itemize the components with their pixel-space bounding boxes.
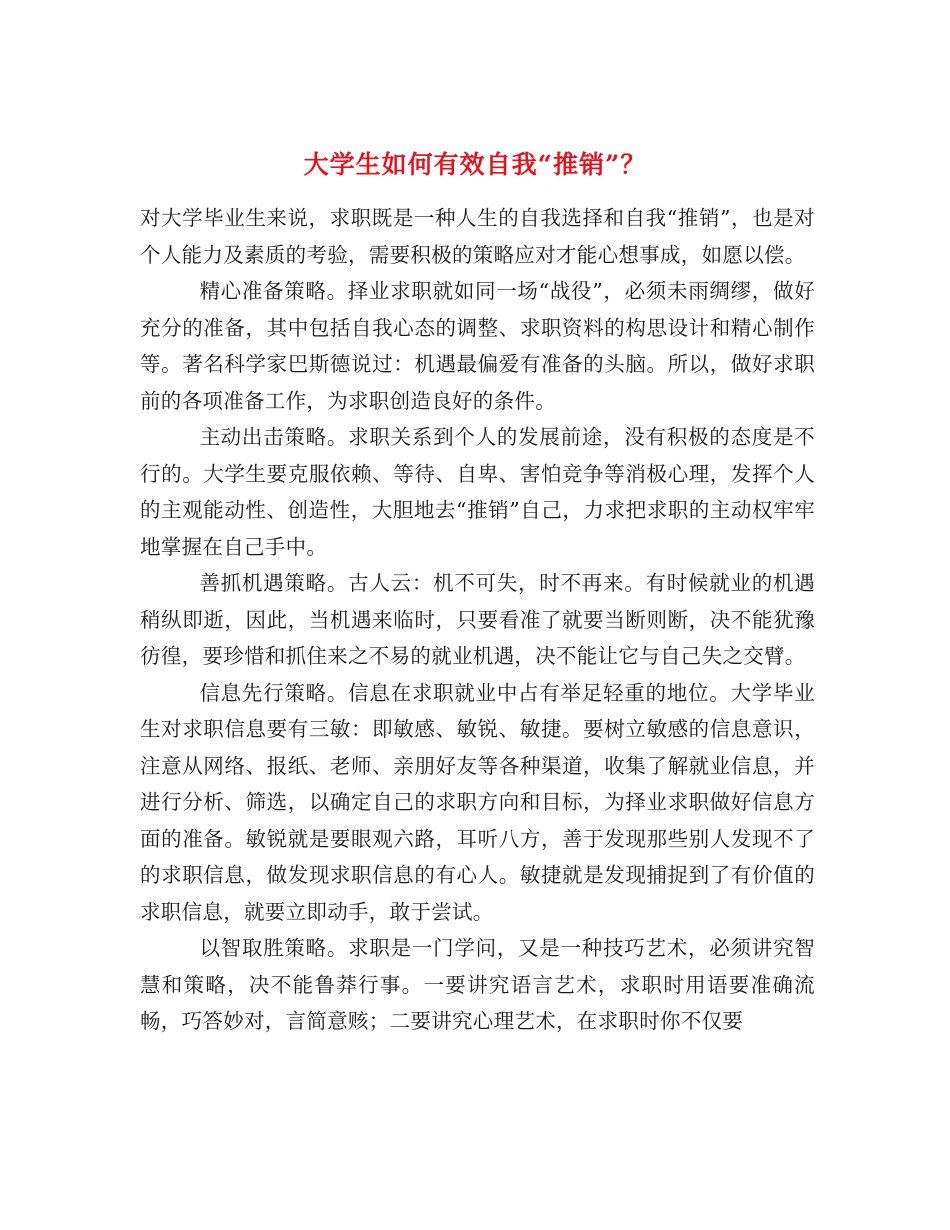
document-body — [140, 200, 815, 1040]
paragraph-preparation: 精心准备策略。择业求职就如同一场“战役”，必须未雨绸缪，做好充分的准备，其中包括自我心态的调整、求职资料的构思设计和精心制作等。著名科学家巴斯德说过：机遇最偏爱有准备的头脑。所以，做好求职前的各项准备工作，为求职创造良好的条件。 — [140, 279, 815, 413]
paragraph-opportunity: 善抓机遇策略。古人云：机不可失，时不再来。有时候就业的机遇稍纵即逝，因此，当机遇来临时，只要看准了就要当断则断，决不能犹豫彷徨，要珍惜和抓住来之不易的就业机遇，决不能让它与自己失之交臂。 — [140, 571, 815, 668]
paragraph-information: 信息先行策略。信息在求职就业中占有举足轻重的地位。大学毕业生对求职信息要有三敏：即敏感、敏锐、敏捷。要树立敏感的信息意识，注意从网络、报纸、老师、亲朋好友等各种渠道，收集了解就业信息，并进行分析、筛选，以确定自己的求职方向和目标，为择业求职做好信息方面的准备。敏锐就是要眼观六路，耳听八方，善于发现那些别人发现不了的求职信息，做发现求职信息的有心人。敏捷就是发现捕捉到了有价值的求职信息，就要立即动手，敢于尝试。 — [140, 680, 815, 924]
document-title: 大学生如何有效自我“推销”？ — [303, 149, 647, 179]
paragraph-initiative: 主动出击策略。求职关系到个人的发展前途，没有积极的态度是不行的。大学生要克服依赖、等待、自卑、害怕竞争等消极心理，发挥个人的主观能动性、创造性，大胆地去“推销”自己，力求把求职的主动权牢牢地掌握在自己手中。 — [140, 425, 815, 559]
paragraph-intro: 对大学毕业生来说，求职既是一种人生的自我选择和自我“推销”，也是对个人能力及素质的考验，需要积极的策略应对才能心想事成，如愿以偿。 — [140, 206, 815, 267]
paragraph-wisdom: 以智取胜策略。求职是一门学问，又是一种技巧艺术，必须讲究智慧和策略，决不能鲁莽行事。一要讲究语言艺术，求职时用语要准确流畅，巧答妙对，言简意赅；二要讲究心理艺术，在求职时你不仅要 — [140, 936, 815, 1033]
